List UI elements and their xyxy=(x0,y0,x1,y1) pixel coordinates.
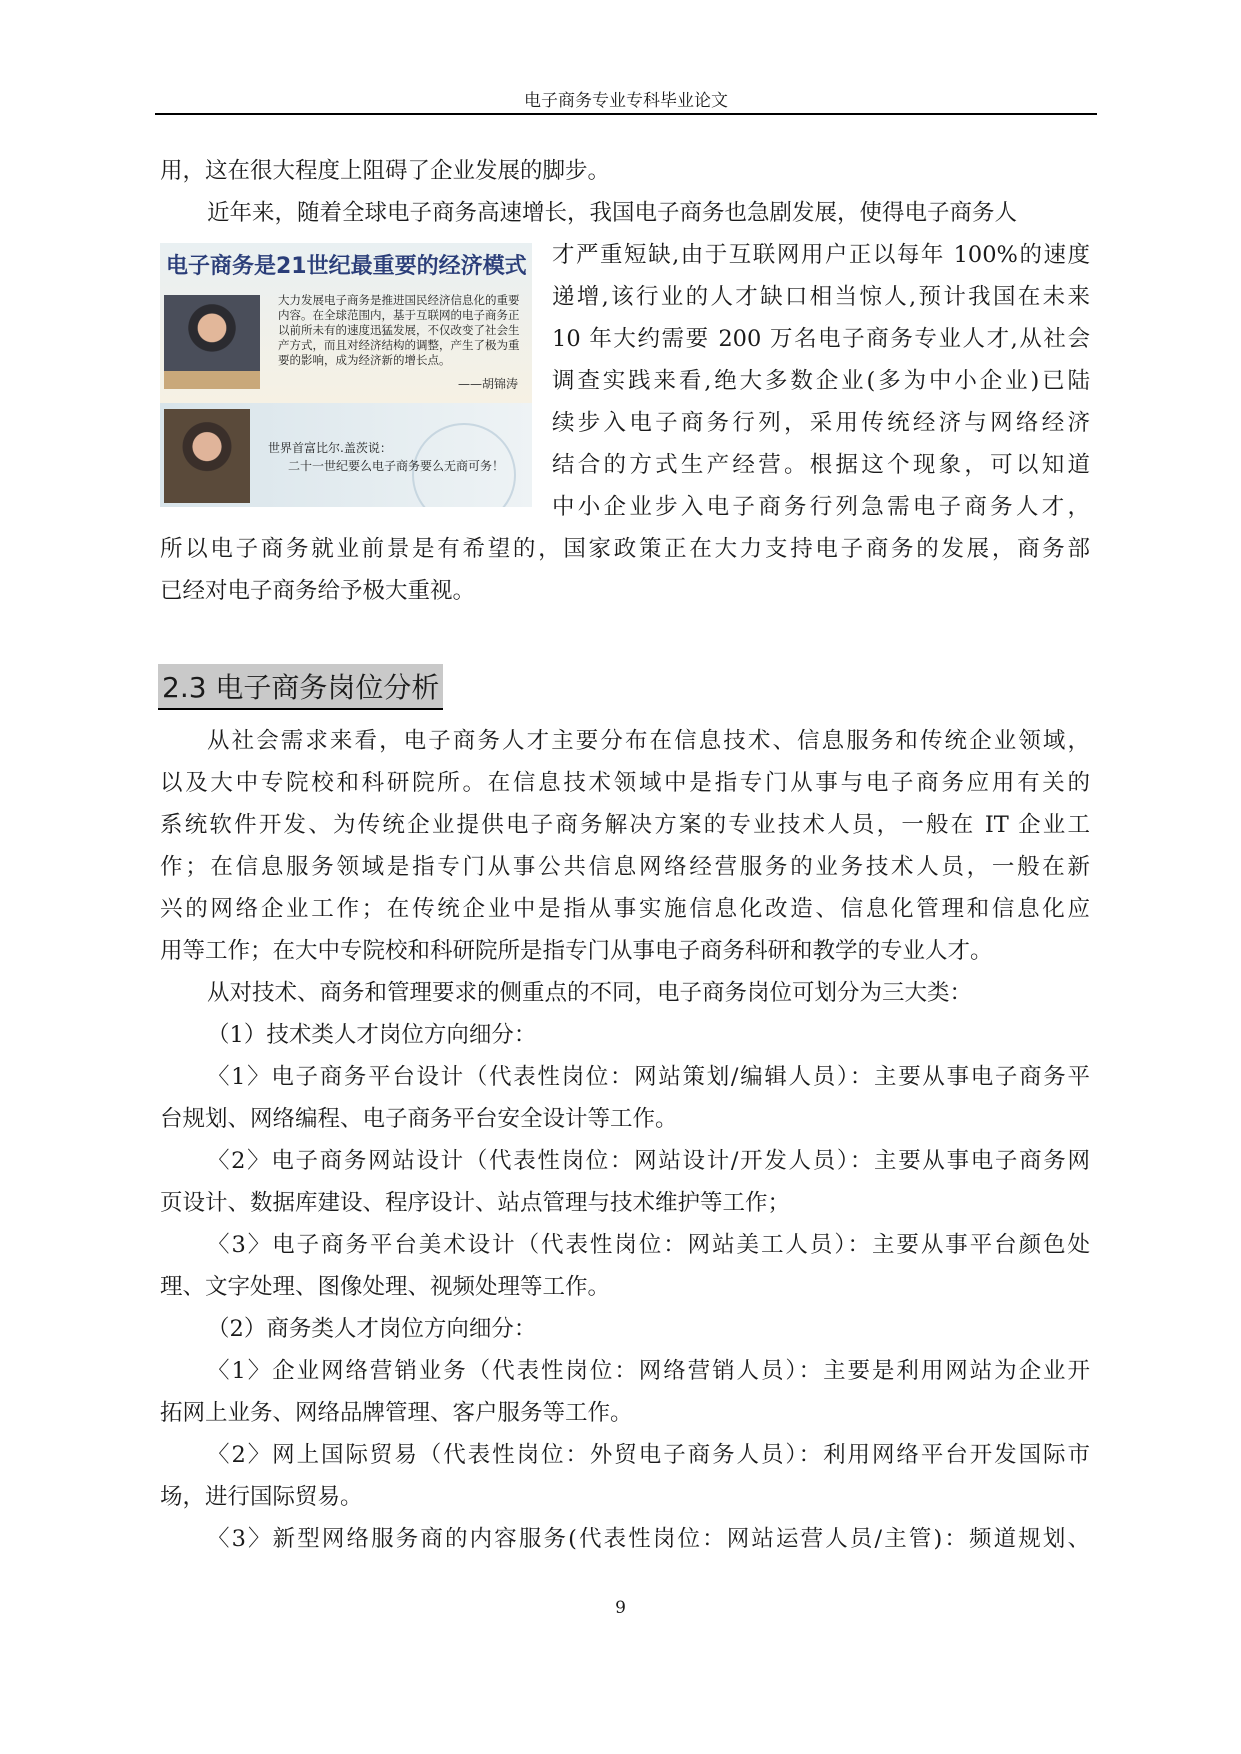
page-number: 9 xyxy=(615,1598,626,1618)
figure-quote-2 xyxy=(268,439,530,475)
figure-signature: ——胡锦涛 xyxy=(457,377,518,391)
text-line: 作；在信息服务领域是指专门从事公共信息网络经营服务的业务技术人员，一般在新 xyxy=(160,854,1090,880)
list-item: 〈2〉电子商务网站设计（代表性岗位：网站设计/开发人员）：主要从事电子商务网 xyxy=(207,1148,1090,1174)
intro-paragraph xyxy=(160,150,1090,234)
section-heading: 2.3 电子商务岗位分析 xyxy=(158,664,443,710)
figure-title: 电子商务是21世纪最重要的经济模式 xyxy=(166,254,527,279)
figure-quote: 大力发展电子商务是推进国民经济信息化的重要内容。在全球范围内，基于互联网的电子商务正以前所未有的速度迅猛发展，不仅改变了社会生产方式，而且对经济结构的调整，产生了极为重要的影响，成为经济新的增长点。 xyxy=(278,293,520,367)
text-line: 台规划、网络编程、电子商务平台安全设计等工作。 xyxy=(160,1106,678,1132)
figure-quote-2-line: 二十一世纪要么电子商务要么无商可务！ xyxy=(288,459,505,473)
intro-tail xyxy=(160,528,1090,612)
list-item: 〈2〉网上国际贸易（代表性岗位：外贸电子商务人员）：利用网络平台开发国际市 xyxy=(207,1442,1090,1468)
list-item: 〈3〉新型网络服务商的内容服务(代表性岗位：网站运营人员/主管)：频道规划、 xyxy=(207,1526,1090,1552)
text-line: 以及大中专院校和科研院所。在信息技术领域中是指专门从事与电子商务应用有关的 xyxy=(160,770,1090,796)
portrait-photo xyxy=(164,409,250,503)
text-line: 从社会需求来看，电子商务人才主要分布在信息技术、信息服务和传统企业领域， xyxy=(207,728,1090,754)
list-heading: （1）技术类人才岗位方向细分： xyxy=(207,1022,537,1048)
text-line: 拓网上业务、网络品牌管理、客户服务等工作。 xyxy=(160,1400,633,1426)
text-line: 才严重短缺,由于互联网用户正以每年 100%的速度 xyxy=(552,242,1090,268)
running-header: 电子商务专业专科毕业论文 xyxy=(524,91,728,111)
text-line: 所以电子商务就业前景是有希望的，国家政策正在大力支持电子商务的发展，商务部 xyxy=(160,536,1090,562)
text-line: 场，进行国际贸易。 xyxy=(160,1484,363,1510)
header-rule xyxy=(155,113,1097,115)
list-item: 〈1〉企业网络营销业务（代表性岗位：网络营销人员）：主要是利用网站为企业开 xyxy=(207,1358,1090,1384)
text-line: 用，这在很大程度上阻碍了企业发展的脚步。 xyxy=(160,158,611,184)
text-line: 中小企业步入电子商务行列急需电子商务人才， xyxy=(552,494,1090,520)
text-line: 页设计、数据库建设、程序设计、站点管理与技术维护等工作； xyxy=(160,1190,791,1216)
list-item: 〈1〉电子商务平台设计（代表性岗位：网站策划/编辑人员）：主要从事电子商务平 xyxy=(207,1064,1090,1090)
text-line: 理、文字处理、图像处理、视频处理等工作。 xyxy=(160,1274,611,1300)
list-item: 〈3〉电子商务平台美术设计（代表性岗位：网站美工人员）：主要从事平台颜色处 xyxy=(207,1232,1090,1258)
text-line: 调查实践来看,绝大多数企业(多为中小企业)已陆 xyxy=(552,368,1090,394)
text-line: 从对技术、商务和管理要求的侧重点的不同，电子商务岗位可划分为三大类： xyxy=(207,980,973,1006)
text-line: 兴的网络企业工作；在传统企业中是指从事实施信息化改造、信息化管理和信息化应 xyxy=(160,896,1090,922)
text-line: 10 年大约需要 200 万名电子商务专业人才,从社会 xyxy=(552,326,1090,352)
text-line: 已经对电子商务给予极大重视。 xyxy=(160,578,476,604)
text-line: 续步入电子商务行列，采用传统经济与网络经济 xyxy=(552,410,1090,436)
text-line: 结合的方式生产经营。根据这个现象，可以知道 xyxy=(552,452,1090,478)
text-line: 用等工作；在大中专院校和科研院所是指专门从事电子商务科研和教学的专业人才。 xyxy=(160,938,993,964)
section-body xyxy=(160,720,1090,1560)
figure-quote-2-line: 世界首富比尔.盖茨说： xyxy=(268,441,392,455)
text-line: 近年来，随着全球电子商务高速增长，我国电子商务也急剧发展，使得电子商务人 xyxy=(207,200,1018,226)
text-line: 系统软件开发、为传统企业提供电子商务解决方案的专业技术人员，一般在 IT 企业工 xyxy=(160,812,1090,838)
desk-shape xyxy=(164,371,260,389)
text-line: 递增,该行业的人才缺口相当惊人,预计我国在未来 xyxy=(552,284,1090,310)
figure-ecommerce-quotes xyxy=(160,243,532,507)
wrap-paragraph xyxy=(552,234,1090,528)
list-heading: （2）商务类人才岗位方向细分： xyxy=(207,1316,537,1342)
